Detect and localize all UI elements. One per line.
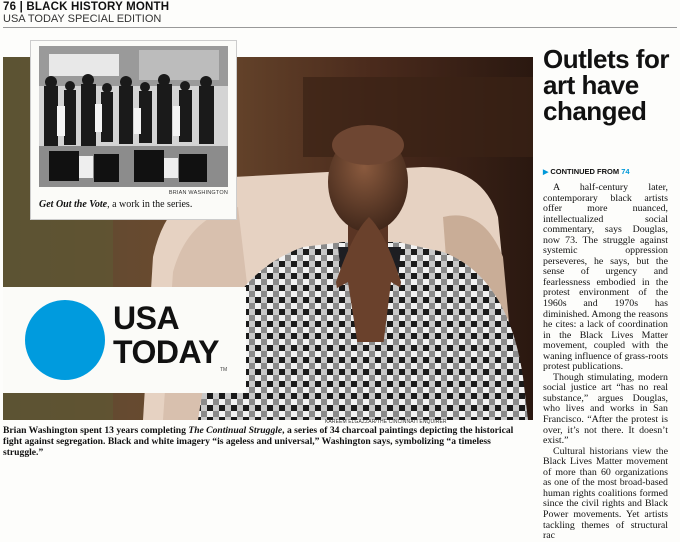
painting-inset xyxy=(30,40,237,220)
page-number: 76 xyxy=(3,1,17,13)
logo-circle-icon xyxy=(25,300,105,380)
article-paragraph: Though stimulating, modern social justice art “has no real substance,” argues Douglas, who lives and works in San Francisco. “After the protest is over, it’s not there. It doesn’t exist.” xyxy=(543,371,668,447)
article-headline: Outlets for art have changed xyxy=(543,44,669,126)
inset-caption-title: Get Out the Vote xyxy=(39,199,108,210)
caption-series-title: The Continual Struggle xyxy=(188,425,283,436)
continued-page: 74 xyxy=(621,167,630,176)
inset-caption xyxy=(39,199,192,210)
caption-lead: Brian Washington spent 13 years completing xyxy=(3,425,189,436)
logo-trademark: TM xyxy=(220,367,228,373)
charcoal-painting-illustration xyxy=(39,46,228,187)
article-paragraph: Cultural historians view the Black Lives Matter movement of more than 60 organizations as one of the most broad-based human rights coalitions formed since the civil rights and Black Power movements. Yet artists tackling themes of structural rac xyxy=(543,445,668,542)
inset-caption-text: , a work in the series. xyxy=(107,199,193,210)
triangle-right-icon: ▶ xyxy=(543,169,549,176)
masthead xyxy=(3,1,677,28)
inset-photo-credit: BRIAN WASHINGTON xyxy=(168,190,228,196)
logo-word-usa: USA xyxy=(113,300,180,336)
article-body xyxy=(543,183,668,542)
edition-label: USA TODAY SPECIAL EDITION xyxy=(3,13,162,25)
caption-rest: , a series of 34 charcoal paintings depicting the historical fight against segregation. Black and white imagery “is ageless and universal,” Washington says, symbolizing “a timeless struggle.” xyxy=(3,425,514,458)
section-title: BLACK HISTORY MONTH xyxy=(26,1,170,13)
logo-word-today: TODAY xyxy=(113,334,219,370)
article-paragraph: A half-century later, contemporary black artists offer more nuanced, intellectualized social commentary, says Douglas, now 73. The struggle against systemic oppression perseveres, he says, but the sense of urgency and fearlessness embodied in the protest environment of the 1960s and 1970s has diminished. Among the reasons he cites: a lack of coordination in the Black Lives Matter movement, coupled with the waning influence of grass-roots protest publications. xyxy=(543,182,668,373)
photo-credit: KAREEM ELGAZZAR/THE CINCINNATI ENQUIRER xyxy=(325,419,447,425)
usa-today-logo xyxy=(3,287,246,393)
photo-caption xyxy=(3,425,533,458)
painting-image xyxy=(39,46,228,187)
section-header: 76 | BLACK HISTORY MONTH xyxy=(3,1,170,13)
continued-label: CONTINUED FROM xyxy=(550,167,620,176)
continued-from xyxy=(543,167,630,176)
